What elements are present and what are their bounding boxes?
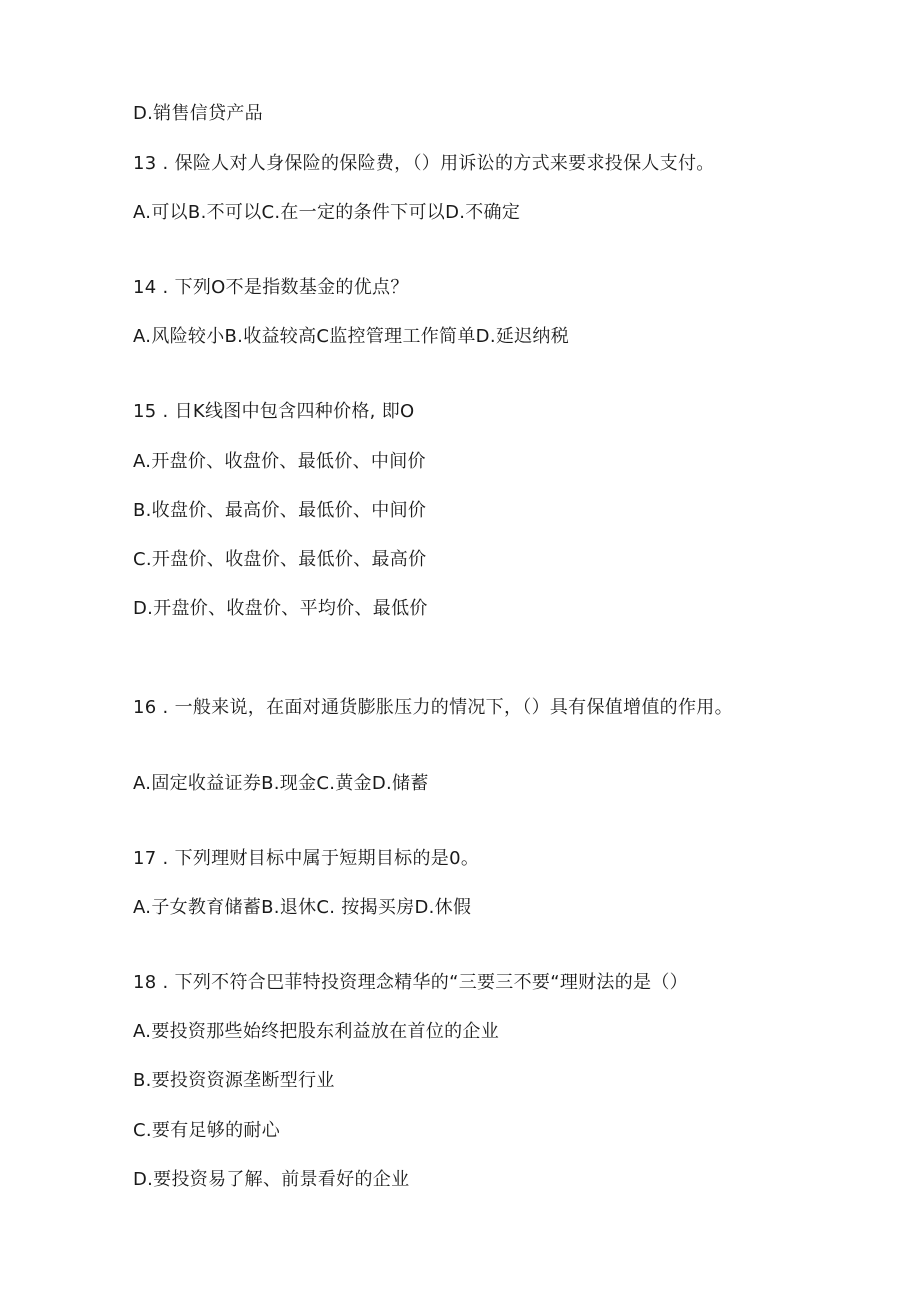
q15-option-d: D.开盘价、收盘价、平均价、最低价 xyxy=(133,598,428,619)
q14-question: 14 . 下列O不是指数基金的优点？ xyxy=(133,277,409,298)
q15-option-c: C.开盘价、收盘价、最低价、最高价 xyxy=(133,549,427,570)
q15-question: 15 . 日K线图中包含四种价格, 即O xyxy=(133,401,415,422)
prev-option-d: D.销售信贷产品 xyxy=(133,103,263,124)
q18-question: 18 . 下列不符合巴菲特投资理念精华的“三要三不要“理财法的是（） xyxy=(133,972,688,993)
q18-option-b: B.要投资资源垄断型行业 xyxy=(133,1070,335,1091)
q17-options: A.子女教育储蓄B.退休C. 按揭买房D.休假 xyxy=(133,897,472,918)
q15-option-a: A.开盘价、收盘价、最低价、中间价 xyxy=(133,451,426,472)
q13-options: A.可以B.不可以C.在一定的条件下可以D.不确定 xyxy=(133,202,521,223)
q17-question: 17 . 下列理财目标中属于短期目标的是0。 xyxy=(133,848,480,869)
q18-option-d: D.要投资易了解、前景看好的企业 xyxy=(133,1169,410,1190)
q13-question: 13 . 保险人对人身保险的保险费，（）用诉讼的方式来要求投保人支付。 xyxy=(133,153,715,174)
q18-option-a: A.要投资那些始终把股东利益放在首位的企业 xyxy=(133,1021,500,1042)
q14-options: A.风险较小B.收益较高C监控管理工作简单D.延迟纳税 xyxy=(133,326,570,347)
q18-option-c: C.要有足够的耐心 xyxy=(133,1120,280,1141)
q15-option-b: B.收盘价、最高价、最低价、中间价 xyxy=(133,500,427,521)
q16-question: 16 . 一般来说，在面对通货膨胀压力的情况下，（）具有保值增值的作用。 xyxy=(133,697,733,718)
q16-options: A.固定收益证券B.现金C.黄金D.储蓄 xyxy=(133,773,429,794)
